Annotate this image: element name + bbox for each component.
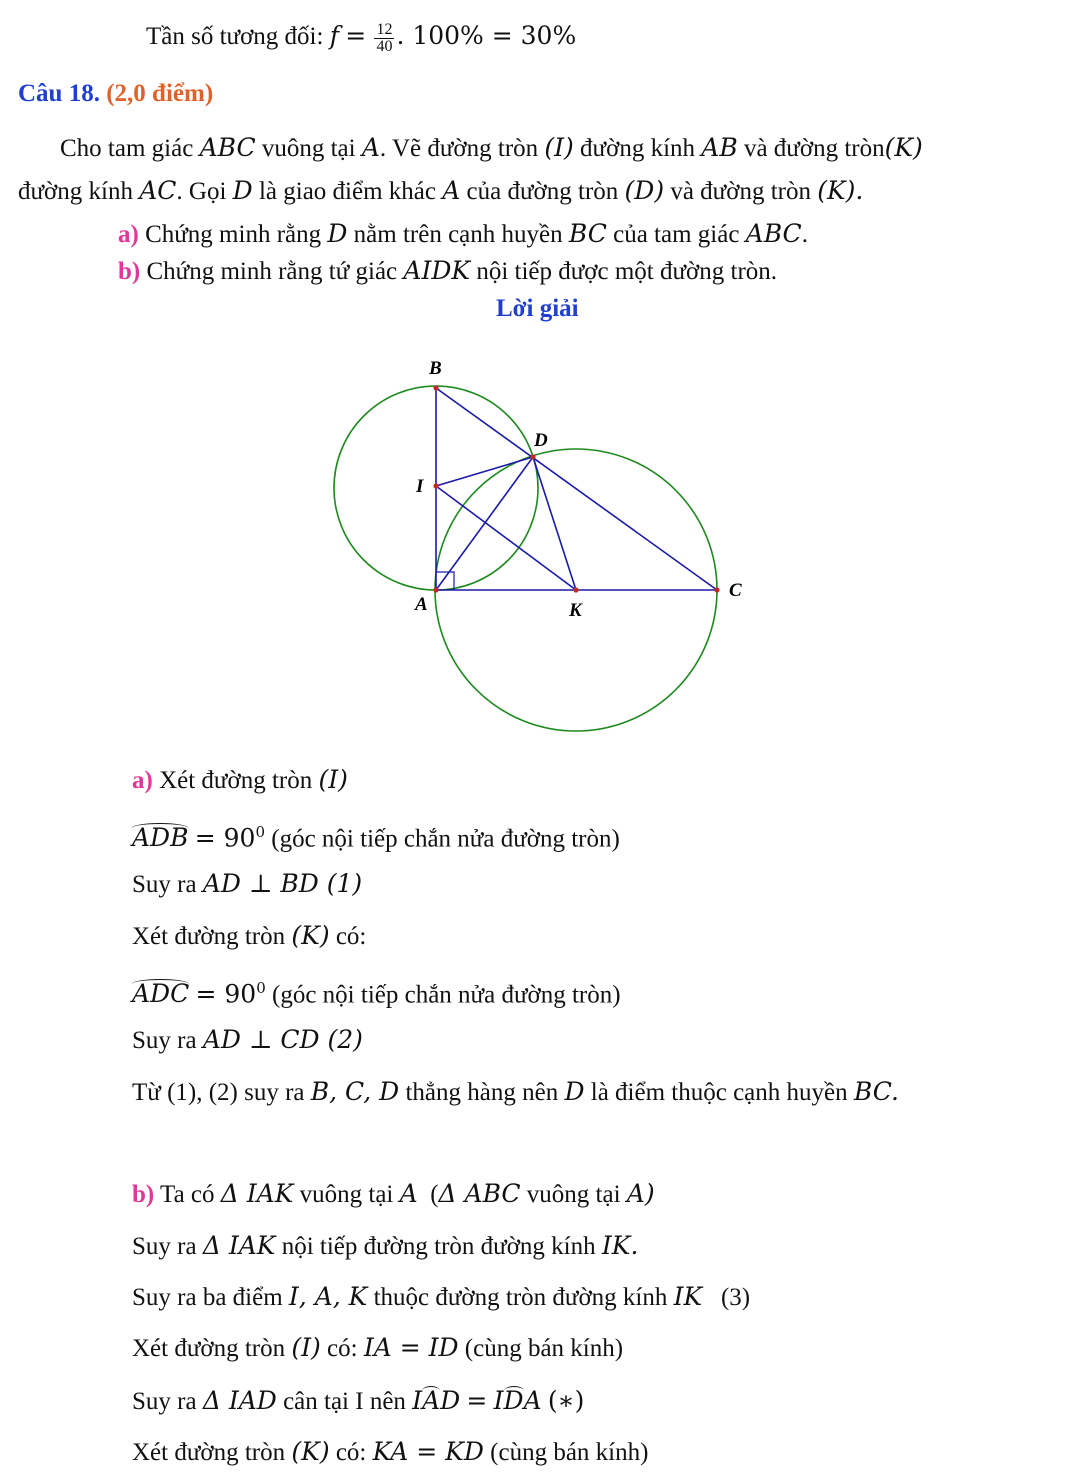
text: có:	[327, 1335, 358, 1362]
part-label: a)	[132, 767, 153, 794]
math-iak: I, A, K	[288, 1282, 368, 1311]
part-a-line-3	[132, 868, 362, 901]
text: nội tiếp đường tròn đường kính	[281, 1233, 596, 1260]
point-a	[433, 587, 438, 592]
math-star: (∗)	[547, 1386, 585, 1415]
text: nằm trên cạnh huyền	[353, 221, 563, 248]
text: nội tiếp được một đường tròn.	[476, 258, 778, 285]
label-a: A	[415, 594, 428, 615]
text: A	[523, 1386, 542, 1415]
label-k: K	[569, 600, 582, 621]
math-d: D	[232, 176, 253, 205]
part-label: b)	[118, 258, 141, 285]
question-points: (2,0 điểm)	[106, 80, 214, 107]
math-bc: BC.	[853, 1077, 899, 1106]
text: (cùng bán kính)	[490, 1439, 649, 1466]
question-a	[118, 218, 808, 251]
text: Chứng minh rằng tứ giác	[146, 258, 398, 285]
text: vuông tại	[299, 1181, 394, 1208]
math-a: A)	[626, 1179, 655, 1208]
math-eq: = 90	[194, 823, 256, 853]
label-i: I	[416, 476, 424, 497]
segment-ik	[436, 486, 576, 590]
segment-ad	[436, 457, 533, 590]
math-circle-k: (K)	[291, 921, 330, 950]
math-a: A	[442, 176, 461, 205]
text: vuông tại	[261, 135, 356, 162]
point-i	[433, 483, 438, 488]
math-circle-i: (I)	[544, 133, 574, 162]
solution-title: Lời giải	[496, 295, 579, 322]
text: và đường tròn	[670, 178, 811, 205]
part-a-line-2	[132, 816, 620, 855]
math-abc: ABC	[745, 219, 802, 248]
text: đường kính	[18, 178, 133, 205]
segment-dk	[533, 457, 576, 590]
text: .	[801, 221, 808, 248]
intro-eq: =	[345, 21, 367, 50]
text: Xét đường tròn	[132, 1439, 286, 1466]
point-b	[433, 385, 438, 390]
math-ik: IK	[673, 1282, 703, 1311]
math-triangle-iad: Δ IAD	[202, 1386, 277, 1415]
text: Suy ra	[132, 1027, 197, 1054]
part-a-line-5	[132, 972, 621, 1011]
math-ka-kd: KA = KD	[372, 1437, 484, 1466]
problem-line-1	[60, 132, 923, 165]
text: Xét đường tròn	[132, 923, 286, 950]
part-a-line-6	[132, 1024, 363, 1057]
part-b-line-6	[132, 1436, 648, 1469]
text: I	[493, 1386, 504, 1415]
text: Suy ra	[132, 871, 197, 898]
geometry-figure	[320, 350, 750, 740]
angle-adb: ADB	[132, 823, 189, 853]
part-b-line-2	[132, 1230, 638, 1263]
math-triangle-iak: Δ IAK	[220, 1179, 294, 1208]
text: cân tại I nên	[283, 1388, 406, 1415]
math-eq: =	[466, 1386, 488, 1415]
text: là điểm thuộc cạnh huyền	[590, 1079, 848, 1106]
text: . Gọi	[176, 178, 227, 205]
text: thẳng hàng nên	[405, 1079, 559, 1106]
math-ik: IK.	[601, 1231, 639, 1260]
text: là giao điểm khác	[258, 178, 436, 205]
text: I	[412, 1386, 423, 1415]
question-b	[118, 255, 777, 288]
text: có:	[335, 923, 367, 950]
label-b: B	[429, 358, 442, 379]
text: Xét đường tròn	[132, 1335, 286, 1362]
math-bcd: B, C, D	[310, 1077, 400, 1106]
question-header	[18, 78, 213, 110]
part-a-line-1	[132, 764, 348, 797]
text: Suy ra	[132, 1388, 197, 1415]
math-circle-i: (I)	[318, 765, 348, 794]
part-b-line-3	[132, 1281, 750, 1314]
text: (cùng bán kính)	[464, 1335, 624, 1362]
text: Xét đường tròn	[159, 767, 313, 794]
text: có:	[335, 1439, 367, 1466]
text: Suy ra	[132, 1233, 197, 1260]
fraction-numerator: 12	[376, 20, 393, 38]
angle-hat: A	[422, 1386, 441, 1415]
math-d: D	[564, 1077, 585, 1106]
math-circle-d: (D)	[624, 176, 665, 205]
math-d: D	[327, 219, 348, 248]
text: Từ (1), (2) suy ra	[132, 1079, 305, 1106]
segment-id	[436, 457, 533, 486]
text: D	[440, 1386, 461, 1415]
point-c	[714, 587, 719, 592]
text: vuông tại	[526, 1181, 621, 1208]
text: Ta có	[160, 1181, 215, 1208]
text: (góc nội tiếp chắn nửa đường tròn)	[272, 981, 621, 1009]
math-a: A	[399, 1179, 418, 1208]
math-perp: AD ⊥ CD (2)	[202, 1025, 363, 1054]
intro-fraction	[374, 22, 394, 55]
math-circle-i: (I)	[291, 1333, 321, 1362]
part-b-line-4	[132, 1332, 623, 1365]
text: Chứng minh rằng	[145, 221, 322, 248]
math-triangle-abc: Δ ABC	[438, 1179, 521, 1208]
part-label: b)	[132, 1181, 155, 1208]
text: Suy ra ba điểm	[132, 1284, 283, 1311]
part-b-line-5	[132, 1385, 584, 1418]
question-title: Câu 18.	[18, 80, 100, 107]
math-circle-k: (K).	[817, 176, 864, 205]
label-c: C	[729, 580, 742, 601]
math-eq: = 90	[195, 979, 257, 1009]
part-label: a)	[118, 221, 139, 248]
fraction-denominator: 40	[376, 37, 393, 55]
part-a-line-7	[132, 1076, 899, 1109]
text: (	[430, 1181, 439, 1208]
text: Cho tam giác	[60, 135, 194, 162]
problem-line-2	[18, 175, 863, 208]
label-d: D	[534, 430, 548, 451]
angle-adc: ADC	[132, 979, 190, 1009]
part-b-line-1	[132, 1178, 655, 1211]
math-bc: BC	[568, 219, 607, 248]
math-ab: AB	[701, 133, 738, 162]
angle-iad	[412, 1386, 460, 1415]
part-a-line-4	[132, 920, 366, 953]
text: (góc nội tiếp chắn nửa đường tròn)	[271, 825, 620, 853]
math-ac: AC	[139, 176, 177, 205]
text: của tam giác	[613, 221, 740, 248]
point-k	[573, 587, 578, 592]
degree-sup: 0	[256, 979, 266, 997]
text: thuộc đường tròn đường kính	[373, 1284, 668, 1311]
text: của đường tròn	[466, 178, 619, 205]
math-circle-k: (K)	[291, 1437, 330, 1466]
text: (3)	[720, 1284, 751, 1311]
intro-f: f	[329, 21, 339, 50]
math-aidk: AIDK	[403, 256, 471, 285]
math-abc: ABC	[199, 133, 256, 162]
angle-ida	[494, 1386, 542, 1415]
math-circle-k: (K)	[884, 133, 923, 162]
degree-sup: 0	[255, 823, 265, 841]
relative-frequency-line	[146, 20, 576, 55]
angle-hat: D	[503, 1386, 524, 1415]
math-ia-id: IA = ID	[363, 1333, 459, 1362]
math-triangle-iak: Δ IAK	[202, 1231, 276, 1260]
text: . Vẽ đường tròn	[379, 135, 539, 162]
text: đường kính	[580, 135, 696, 162]
math-perp: AD ⊥ BD (1)	[202, 869, 363, 898]
point-d	[530, 454, 535, 459]
intro-result: . 100% = 30%	[396, 21, 577, 50]
text: và đường tròn	[743, 135, 885, 162]
math-a: A	[361, 133, 380, 162]
intro-label: Tần số tương đối:	[146, 23, 324, 50]
